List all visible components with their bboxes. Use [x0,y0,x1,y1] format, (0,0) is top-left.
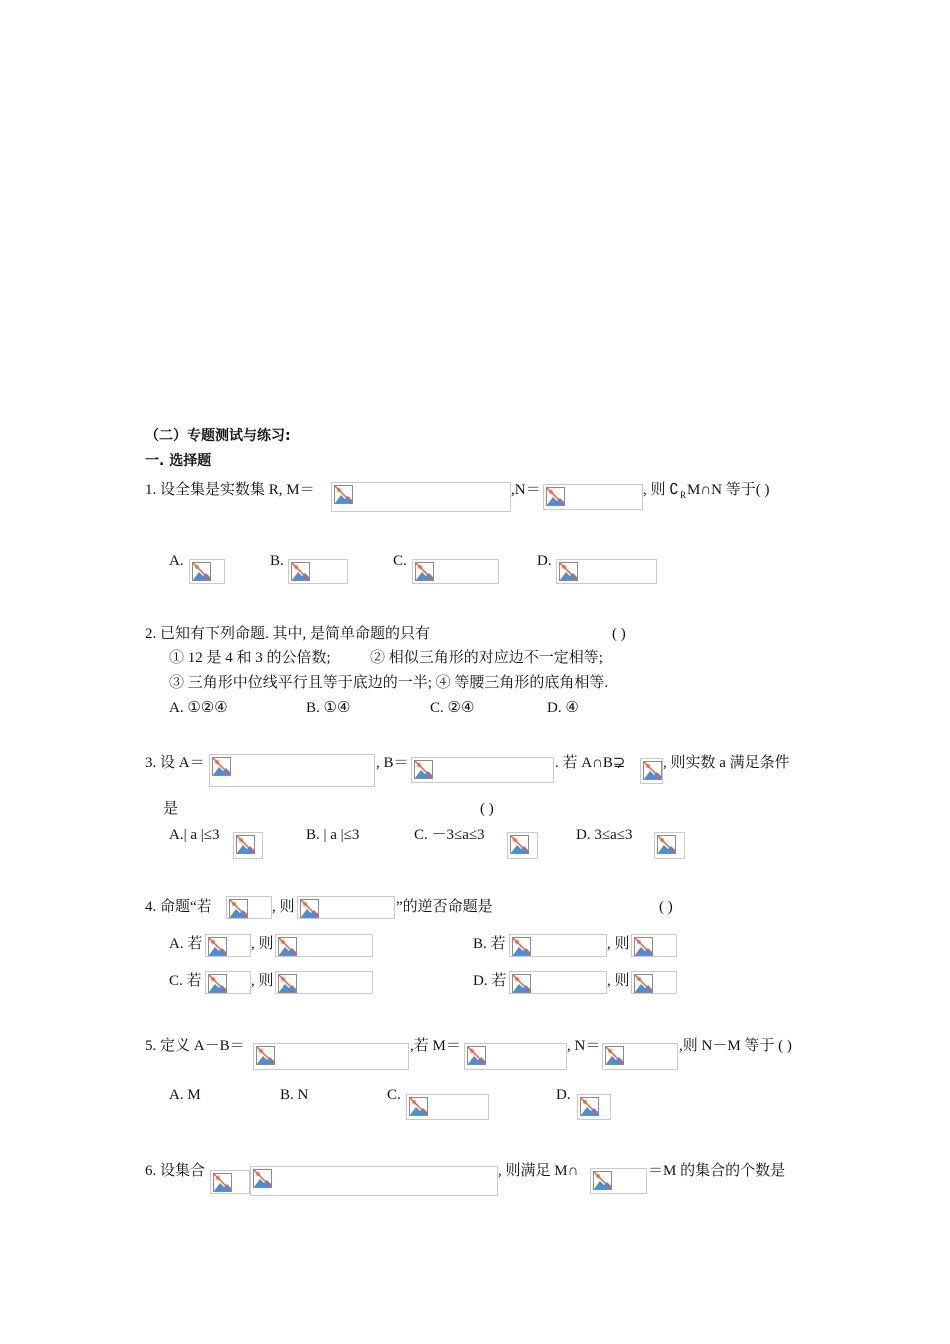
formula-image [602,1043,678,1070]
broken-image-icon [208,974,227,993]
q2-option-b: B. ①④ [306,700,351,716]
broken-image-icon [512,937,531,956]
formula-image [226,896,272,919]
q2-option-a: A. ①②④ [169,700,228,716]
q1-subscript: R [680,490,687,500]
q3-option-c: C. －3≤a≤3 [414,827,485,843]
broken-image-icon [256,1046,275,1065]
q4-option-c-then: , 则 [251,973,274,989]
formula-image [543,484,643,510]
q1-text-c: , 则 ∁ [643,482,679,498]
formula-image [640,758,663,784]
q4-option-d-then: , 则 [607,973,630,989]
q4-option-c: C. 若 [169,973,202,989]
q2-option-c: C. ②④ [430,700,475,716]
formula-image [209,754,375,787]
broken-image-icon [593,1171,612,1190]
broken-image-icon [634,974,653,993]
formula-image [654,832,685,859]
q5-option-b: B. N [280,1087,309,1103]
formula-image [509,934,607,957]
formula-image [411,757,554,783]
q3-text-c: . 若 A∩B⊋ [555,755,626,771]
q2-answer-paren: ( ) [612,626,626,642]
broken-image-icon [213,1173,232,1192]
q5-text-c: , N＝ [567,1038,601,1054]
q2-statement-1: ① 12 是 4 和 3 的公倍数; [169,650,331,666]
broken-image-icon [236,835,255,854]
q3-text-d: , 则实数 a 满足条件 [663,755,790,771]
broken-image-icon [414,760,433,779]
q1-option-a: A. [169,553,184,569]
formula-image [412,559,499,584]
broken-image-icon [510,835,529,854]
broken-image-icon [643,761,662,780]
formula-image [631,971,677,994]
q5-option-a: A. M [169,1087,201,1103]
formula-image [464,1043,567,1070]
q4-text-a: 4. 命题“若 [145,899,212,915]
broken-image-icon [467,1046,486,1065]
formula-image [189,559,225,584]
q1-option-b: B. [270,553,284,569]
formula-image [205,971,251,994]
broken-image-icon [278,974,297,993]
q4-option-b-then: , 则 [607,936,630,952]
broken-image-icon [605,1046,624,1065]
formula-image [406,1094,489,1120]
formula-image [297,896,395,919]
formula-image [233,832,263,859]
q2-stem: 2. 已知有下列命题. 其中, 是简单命题的只有 [145,626,431,642]
broken-image-icon [291,562,310,581]
q1-text-a: 1. 设全集是实数集 R, M＝ [145,482,315,498]
broken-image-icon [546,487,565,506]
formula-image [250,1166,498,1196]
q3-option-a: A.| a |≤3 [169,827,220,843]
broken-image-icon [300,899,319,918]
broken-image-icon [657,835,676,854]
broken-image-icon [192,562,211,581]
q6-text-a: 6. 设集合 [145,1163,206,1179]
formula-image [590,1168,647,1194]
q5-option-d: D. [556,1087,571,1103]
formula-image [210,1170,250,1194]
q4-option-a: A. 若 [169,936,203,952]
broken-image-icon [512,974,531,993]
formula-image [288,559,348,584]
q4-text-c: ”的逆否命题是 [396,899,493,915]
q6-text-b: , 则满足 M∩ [498,1163,579,1179]
broken-image-icon [212,757,231,776]
formula-image [577,1094,611,1120]
q6-text-c: ＝M 的集合的个数是 [648,1163,786,1179]
formula-image [556,559,657,584]
q3-text-e: 是 [163,801,179,817]
q3-option-b: B. | a |≤3 [306,827,360,843]
broken-image-icon [409,1097,428,1116]
subsection-heading: 一. 选择题 [145,453,212,469]
formula-image [331,482,511,512]
q3-answer-paren: ( ) [480,801,494,817]
broken-image-icon [559,562,578,581]
q2-statements-3-4: ③ 三角形中位线平行且等于底边的一半; ④ 等腰三角形的底角相等. [169,675,609,691]
q4-option-b: B. 若 [473,936,506,952]
q2-statement-2: ② 相似三角形的对应边不一定相等; [370,650,603,666]
formula-image [275,971,373,994]
broken-image-icon [278,937,297,956]
formula-image [509,971,607,994]
q5-text-b: ,若 M＝ [410,1038,461,1054]
q3-text-b: , B＝ [376,755,409,771]
q4-option-d: D. 若 [473,973,507,989]
q1-option-c: C. [393,553,407,569]
section-heading: （二）专题测试与练习: [145,428,291,444]
broken-image-icon [634,937,653,956]
broken-image-icon [415,562,434,581]
q2-option-d: D. ④ [547,700,579,716]
q4-answer-paren: ( ) [659,899,673,915]
q3-option-d: D. 3≤a≤3 [576,827,633,843]
q1-option-d: D. [537,553,552,569]
broken-image-icon [208,937,227,956]
q4-option-a-then: , 则 [251,936,274,952]
q4-text-b: , 则 [272,899,295,915]
formula-image [275,934,373,957]
formula-image [507,832,538,859]
broken-image-icon [334,485,353,504]
formula-image [253,1043,409,1070]
q1-text-e: M∩N 等于( ) [687,482,770,498]
broken-image-icon [253,1169,272,1188]
formula-image [631,934,677,957]
q5-text-a: 5. 定义 A－B＝ [145,1038,245,1054]
broken-image-icon [229,899,248,918]
q1-text-b: ,N＝ [511,482,541,498]
q5-option-c: C. [387,1087,401,1103]
formula-image [205,934,251,957]
broken-image-icon [580,1097,599,1116]
q5-text-d: ,则 N－M 等于 ( ) [679,1038,792,1054]
q3-text-a: 3. 设 A＝ [145,755,205,771]
